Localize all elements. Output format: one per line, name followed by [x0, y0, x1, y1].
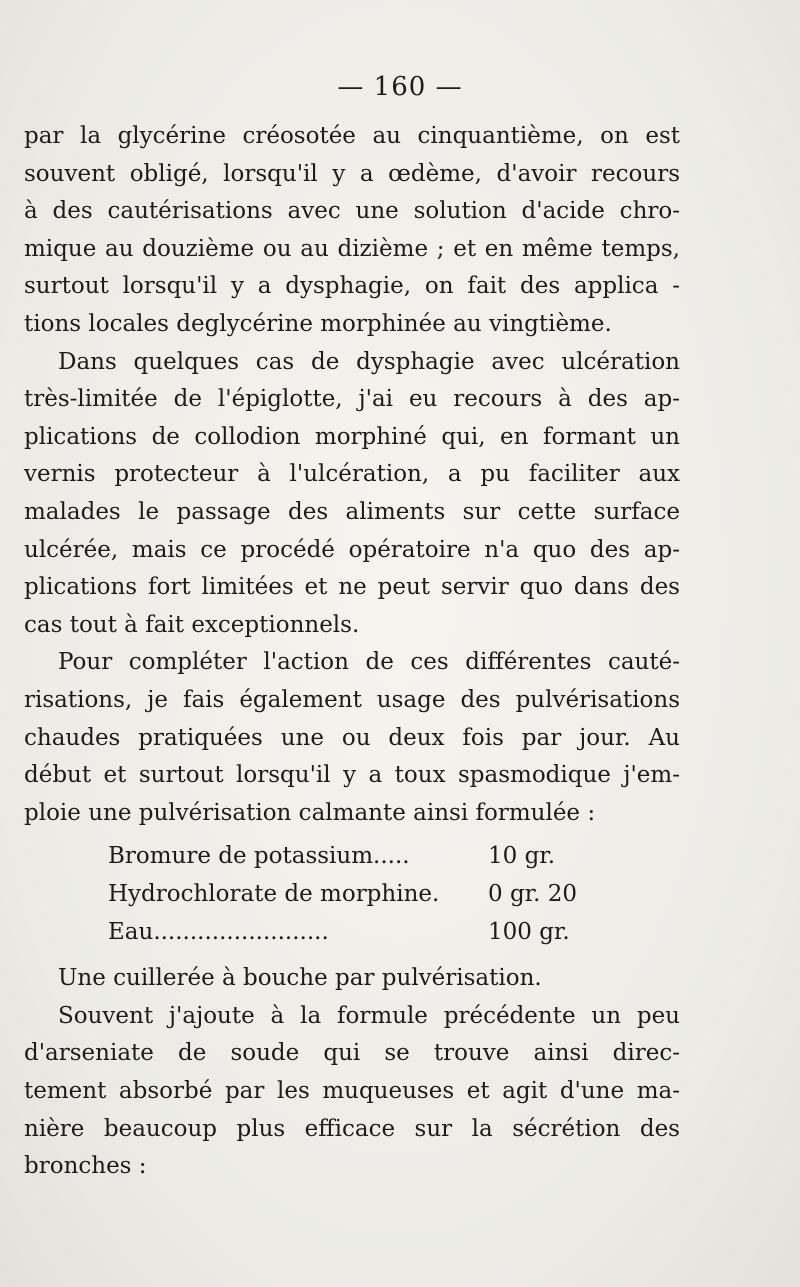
text-line: Une cuillerée à bouche par pulvérisation.	[58, 965, 542, 992]
text-line: malades le passage des aliments sur cette surface	[24, 498, 680, 525]
text-line: Dans quelques cas de dysphagie avec ulcération	[58, 348, 680, 375]
text-line: ulcérée, mais ce procédé opératoire n'a quo des ap-	[24, 536, 680, 563]
page-number: — 160 —	[337, 72, 463, 102]
text-line: surtout lorsqu'il y a dysphagie, on fait des applica -	[24, 273, 680, 300]
formula-ingredient: Hydrochlorate de morphine.	[108, 881, 440, 908]
paragraph-5	[24, 998, 680, 1186]
paragraph-4	[24, 960, 680, 998]
text-line: très-limitée de l'épiglotte, j'ai eu recours à des ap-	[24, 386, 680, 413]
formula-amount: 10 gr.	[488, 843, 556, 870]
text-line: souvent obligé, lorsqu'il y a œdème, d'avoir recours	[24, 160, 680, 187]
text-line: chaudes pratiquées une ou deux fois par jour. Au	[24, 724, 680, 751]
formula-row	[108, 838, 680, 876]
text-line: début et surtout lorsqu'il y a toux spasmodique j'em-	[24, 762, 680, 789]
formula-ingredient: Bromure de potassium.....	[108, 843, 410, 870]
text-line: nière beaucoup plus efficace sur la sécrétion des	[24, 1115, 680, 1142]
text-line: tement absorbé par les muqueuses et agit d'une ma-	[24, 1078, 680, 1105]
formula-ingredient: Eau........................	[108, 919, 329, 946]
text-line: risations, je fais également usage des pulvérisations	[24, 686, 680, 713]
paragraph-3	[24, 644, 680, 832]
text-line: vernis protecteur à l'ulcération, a pu faciliter aux	[24, 461, 680, 488]
text-line: Pour compléter l'action de ces différentes cauté-	[58, 649, 680, 676]
text-line: à des cautérisations avec une solution d'acide chro-	[24, 198, 680, 225]
text-line: par la glycérine créosotée au cinquantième, on est	[24, 123, 680, 149]
text-line: Souvent j'ajoute à la formule précédente un peu	[58, 1002, 680, 1029]
text-line: plications de collodion morphiné qui, en formant un	[24, 423, 680, 450]
formula-amount: 0 gr. 20	[488, 881, 578, 908]
text-line: mique au douzième ou au dizième ; et en même temps,	[24, 235, 680, 262]
formula-table	[24, 838, 680, 952]
formula-row	[108, 876, 680, 914]
body-text	[24, 118, 680, 1186]
formula-row	[108, 914, 680, 952]
text-line: ploie une pulvérisation calmante ainsi formulée :	[24, 799, 596, 826]
text-line: tions locales deglycérine morphinée au vingtième.	[24, 310, 612, 337]
paragraph-1	[24, 118, 680, 344]
text-line: d'arseniate de soude qui se trouve ainsi direc-	[24, 1040, 680, 1067]
text-line: bronches :	[24, 1153, 147, 1180]
text-line: plications fort limitées et ne peut servir quo dans des	[24, 574, 680, 601]
paragraph-2	[24, 344, 680, 645]
text-line: cas tout à fait exceptionnels.	[24, 611, 360, 638]
formula-amount: 100 gr.	[488, 919, 570, 946]
